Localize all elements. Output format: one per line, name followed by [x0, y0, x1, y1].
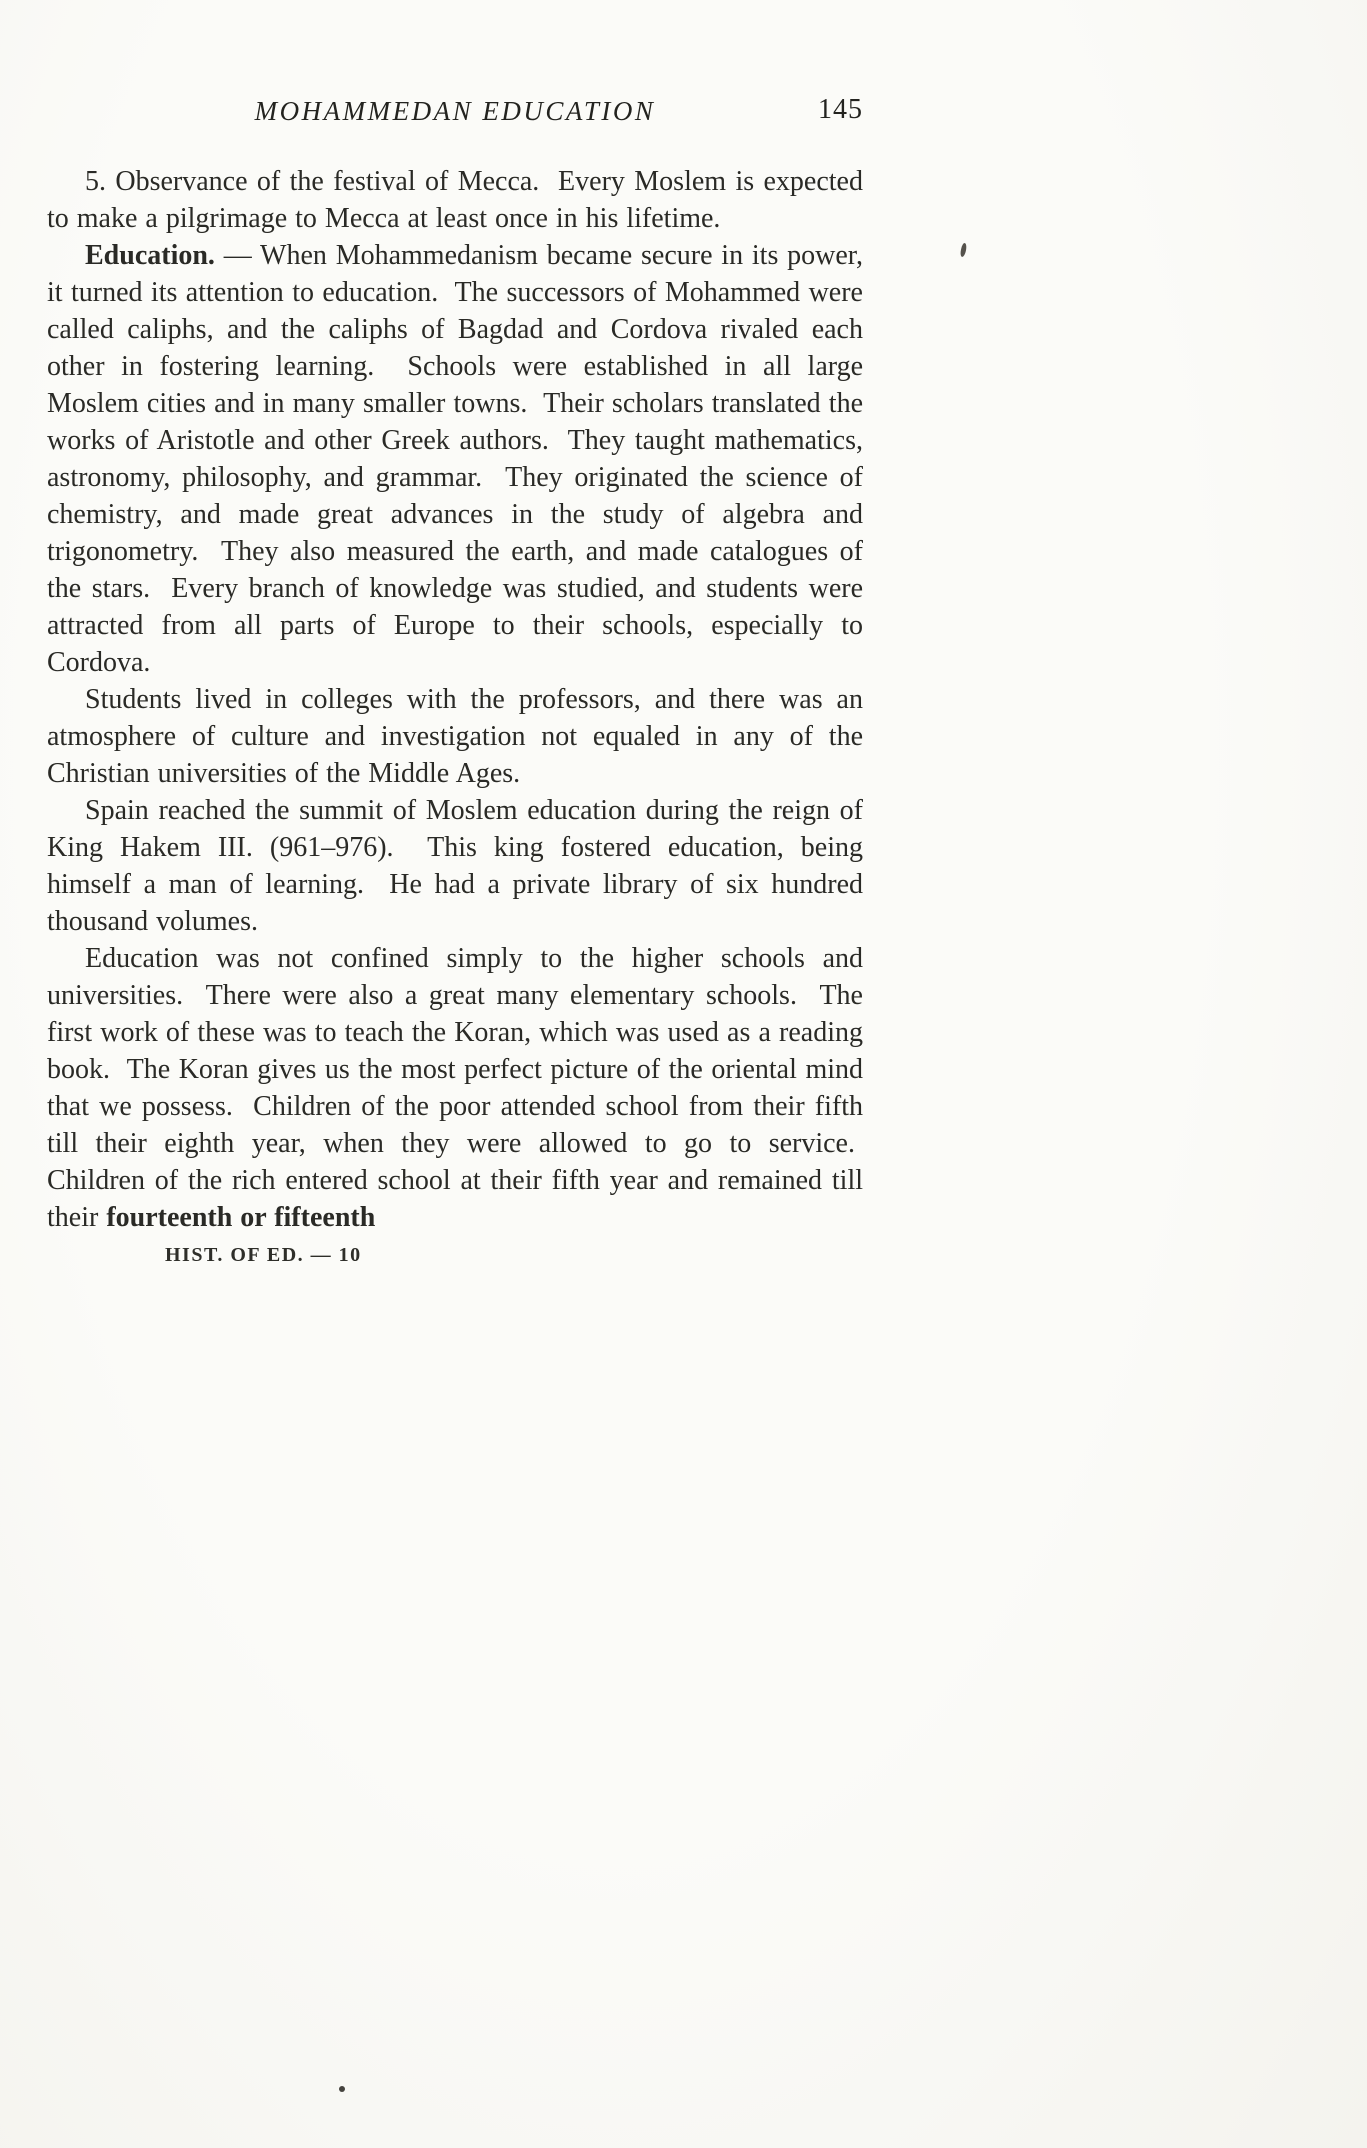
page-number: 145 — [818, 94, 863, 125]
paragraph-bold-text: fourteenth or fifteenth — [106, 1202, 376, 1233]
paragraph — [47, 792, 863, 940]
scan-artifact — [960, 243, 968, 258]
paragraph-text: Education was not confined simply to the higher schools and universities. There were also a great many elementary schools. The first work of these was to teach the Koran, which was used as a reading book. The Koran gives us the most perfect picture of the oriental mind that we possess. Children of the poor attended school from their fifth till their eighth year, when they were allowed to go to service. Children of the rich entered school at their fifth year and remained till their — [47, 943, 863, 1233]
paragraph-text: 5. Observance of the festival of Mecca. Every Moslem is expected to make a pilgrimage to Mecca at least once in his lifetime. — [47, 166, 863, 234]
text-column — [47, 96, 863, 1267]
text-block — [47, 163, 863, 1236]
paragraph-text: Students lived in colleges with the professors, and there was an atmosphere of culture and investigation not equaled in any of the Christian universities of the Middle Ages. — [47, 684, 863, 789]
paragraph-lead: Education. — [85, 240, 215, 271]
page-header — [47, 96, 863, 130]
printer-signature: HIST. OF ED. — 10 — [165, 1244, 362, 1266]
paragraph — [47, 237, 863, 681]
paragraph — [47, 163, 863, 237]
scan-artifact — [339, 2086, 345, 2092]
paragraph-text: — When Mohammedanism became secure in its power, it turned its attention to education. The successors of Mohammed were called caliphs, and the caliphs of Bagdad and Cordova rivaled each other in fostering learning. Schools were established in all large Moslem cities and in many smaller towns. Their scholars translated the works of Aristotle and other Greek authors. They taught mathematics, astronomy, philosophy, and grammar. They originated the science of chemistry, and made great advances in the study of algebra and trigonometry. They also measured the earth, and made catalogues of the stars. Every branch of knowledge was studied, and students were attracted from all parts of Europe to their schools, especially to Cordova. — [47, 240, 863, 678]
running-title: MOHAMMEDAN EDUCATION — [254, 96, 656, 126]
paragraph — [47, 940, 863, 1236]
paragraph-text: Spain reached the summit of Moslem education during the reign of King Hakem III. (961–976). This king fostered education, being himself a man of learning. He had a private library of six hundred thousand volumes. — [47, 795, 863, 937]
paragraph — [47, 681, 863, 792]
